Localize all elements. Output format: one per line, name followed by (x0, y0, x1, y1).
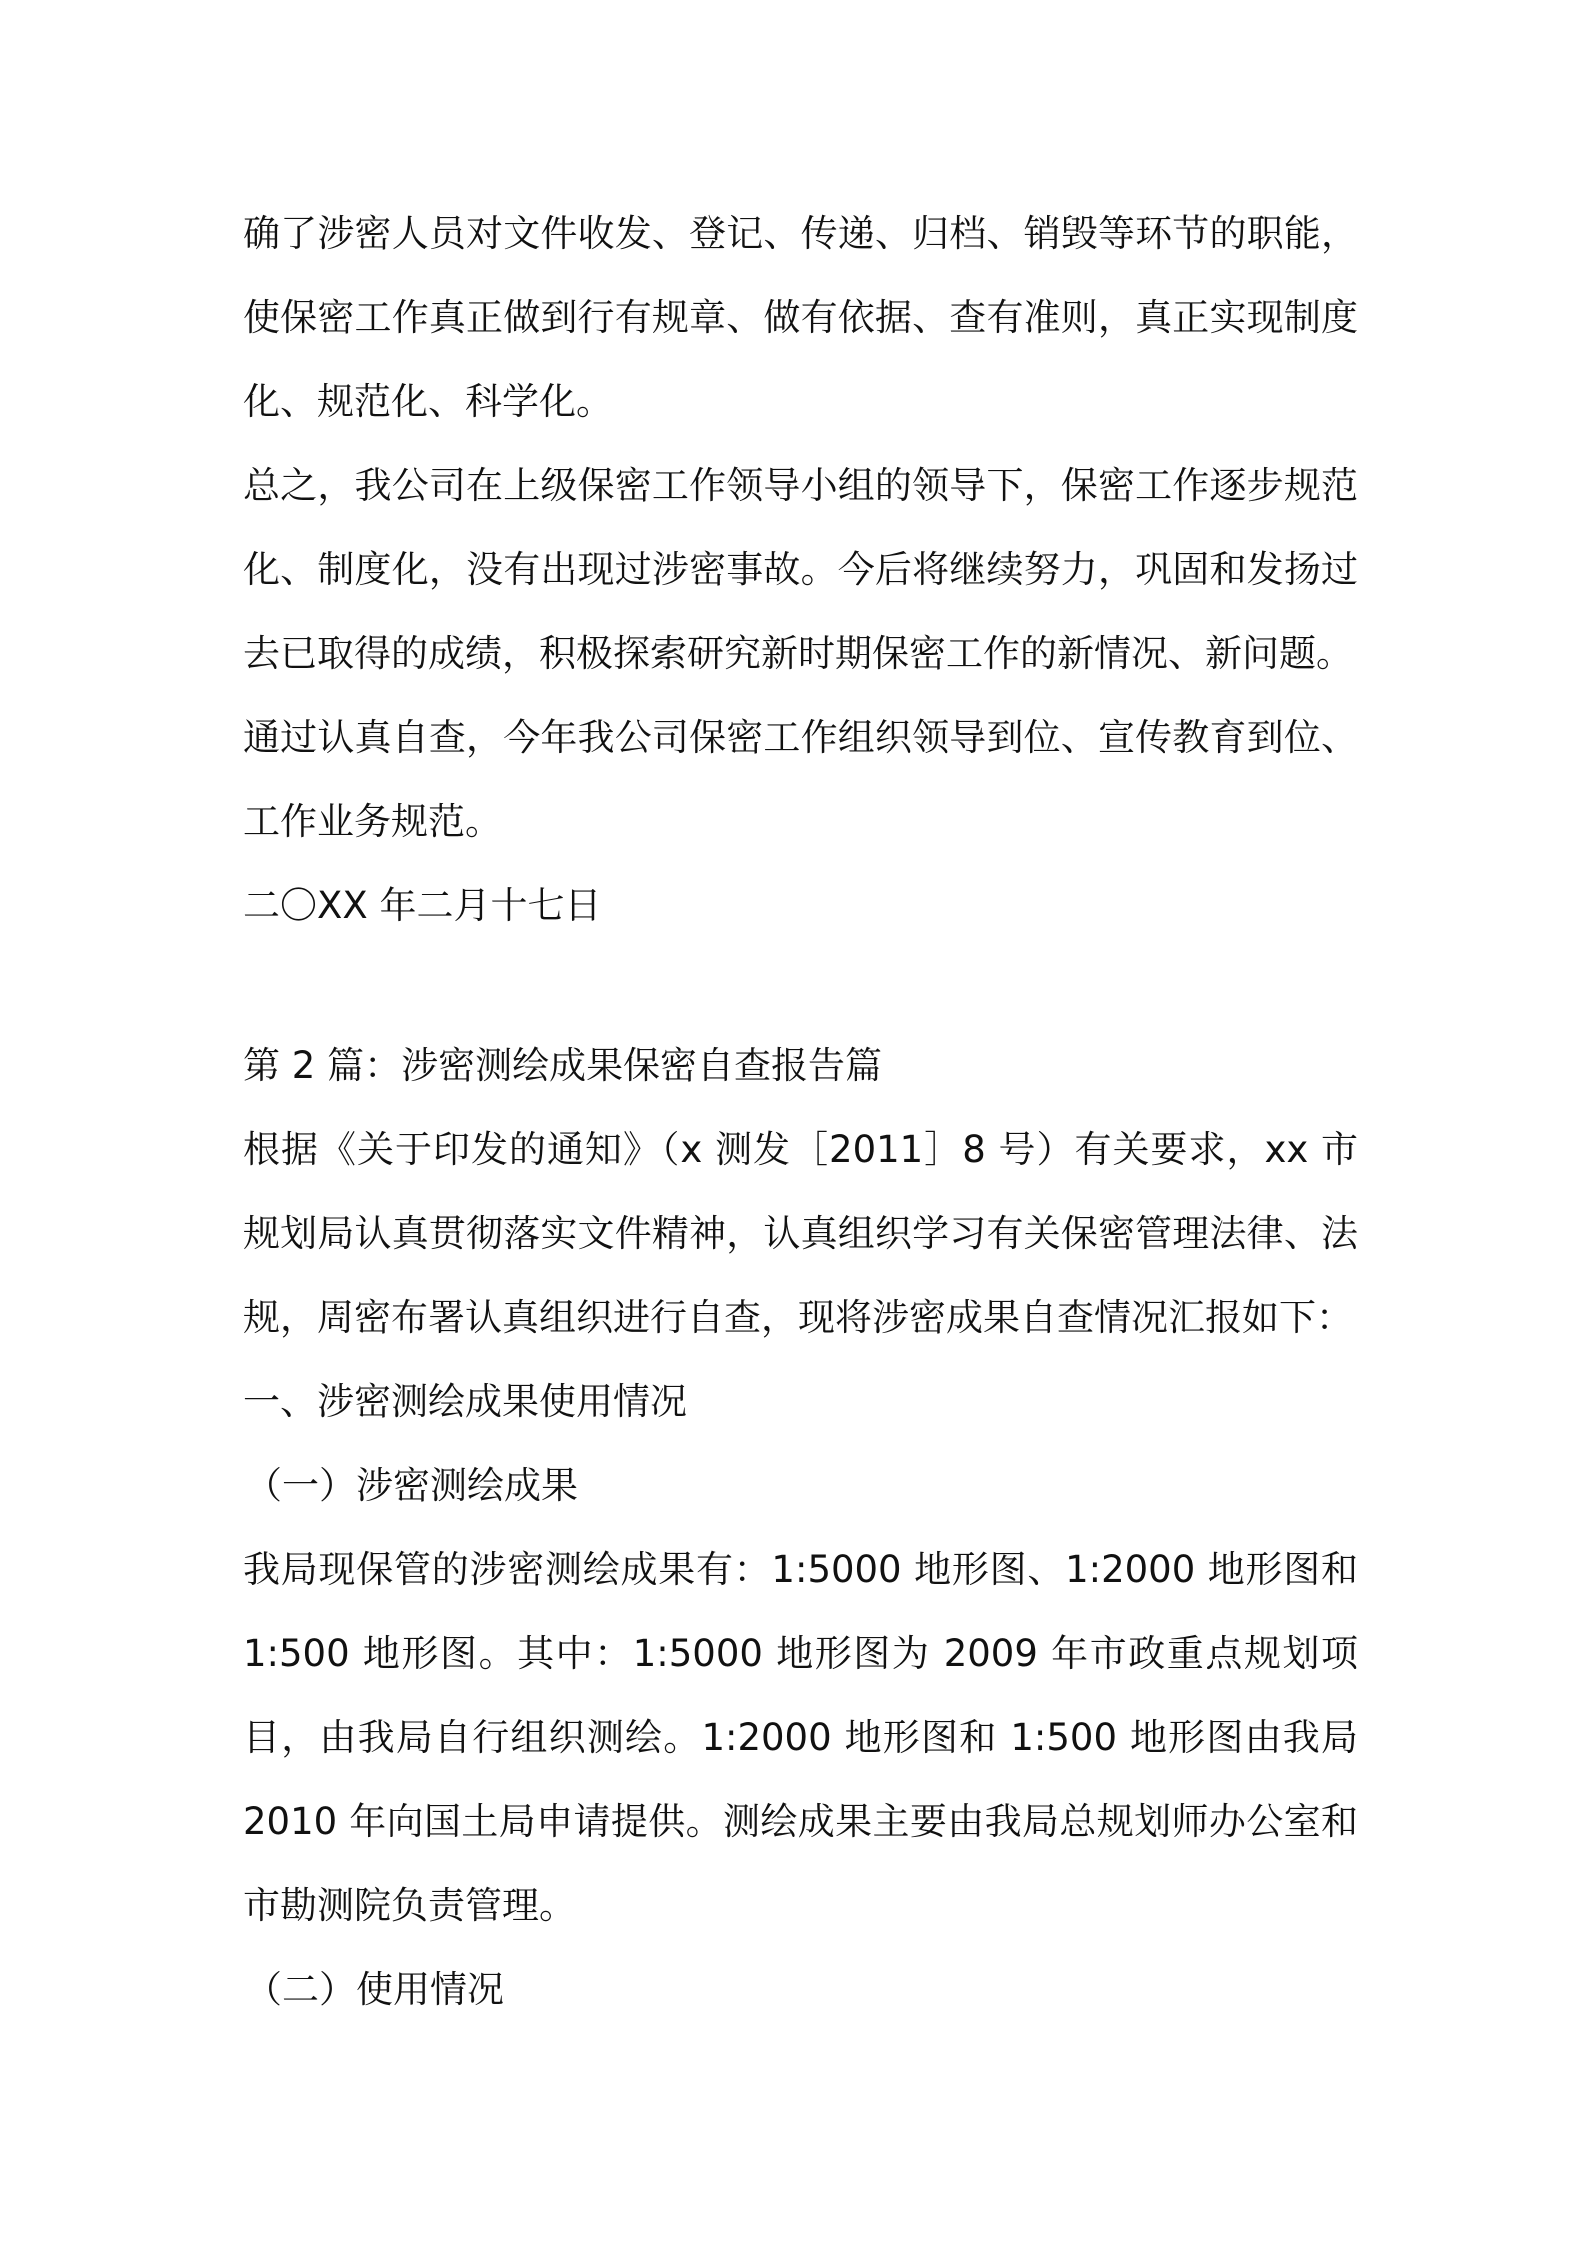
section-title: 第 2 篇：涉密测绘成果保密自查报告篇 (243, 1044, 883, 1087)
paragraph-self-check: 通过认真自查，今年我公司保密工作组织领导到位、宣传教育到位、工作业务规范。 (243, 716, 1358, 843)
section-intro: 根据《关于印发的通知》（x 测发［2011］8 号）有关要求，xx 市规划局认真贯彻落实文件精神，认真组织学习有关保密管理法律、法规，周密布署认真组织进行自查，现将涉密成果自查情况汇报如下： (243, 1128, 1358, 1339)
paragraph-results: 我局现保管的涉密测绘成果有：1:5000 地形图、1:2000 地形图和 1:500 地形图。其中：1:5000 地形图为 2009 年市政重点规划项目，由我局自行组织测绘。1:2000 地形图和 1:500 地形图由我局 2010 年向国土局申请提供。测绘成果主要由我局总规划师办公室和市勘测院负责管理。 (243, 1548, 1358, 1927)
subheading-usage: （二）使用情况 (245, 1968, 504, 2011)
date-line: 二〇XX 年二月十七日 (243, 884, 602, 927)
subheading-results: （一）涉密测绘成果 (245, 1464, 578, 1507)
heading-usage: 一、涉密测绘成果使用情况 (243, 1380, 687, 1423)
paragraph-summary: 总之，我公司在上级保密工作领导小组的领导下，保密工作逐步规范化、制度化，没有出现过涉密事故。今后将继续努力，巩固和发扬过去已取得的成绩，积极探索研究新时期保密工作的新情况、新问题。 (243, 464, 1358, 675)
document-body (243, 192, 1358, 2032)
paragraph-duties: 确了涉密人员对文件收发、登记、传递、归档、销毁等环节的职能，使保密工作真正做到行有规章、做有依据、查有准则，真正实现制度化、规范化、科学化。 (243, 212, 1358, 423)
